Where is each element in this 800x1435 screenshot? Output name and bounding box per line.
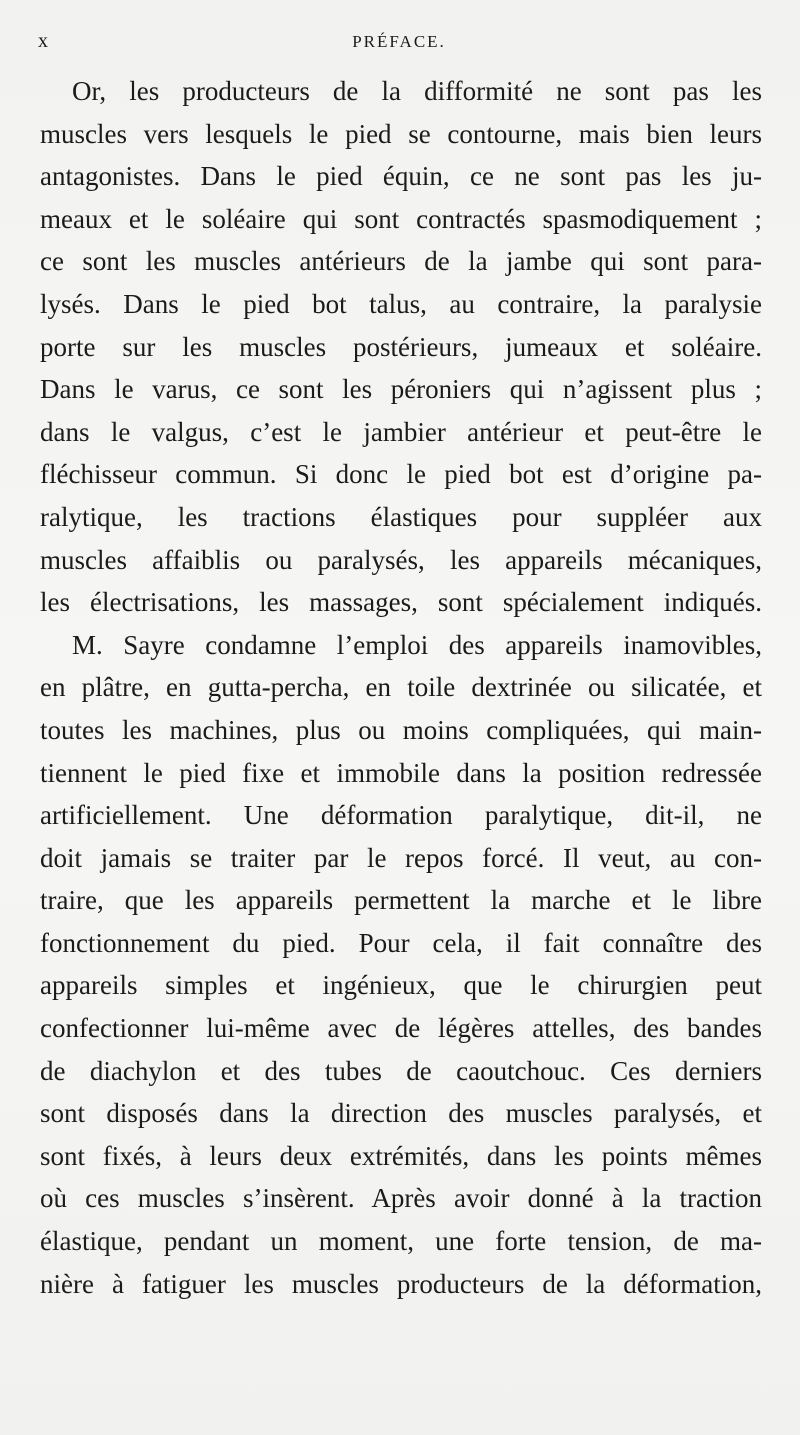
text-line: les électrisations, les massages, sont spécialement indiqués. bbox=[40, 587, 762, 618]
text-line: antagonistes. Dans le pied équin, ce ne sont pas les ju- bbox=[40, 161, 762, 192]
text-line: traire, que les appareils permettent la marche et le libre bbox=[40, 885, 762, 916]
text-line: lysés. Dans le pied bot talus, au contraire, la paralysie bbox=[40, 288, 762, 319]
text-line: en plâtre, en gutta-percha, en toile dextrinée ou silicatée, et bbox=[40, 672, 762, 703]
text-line: doit jamais se traiter par le repos forcé. Il veut, au con- bbox=[40, 842, 762, 873]
text-line: appareils simples et ingénieux, que le chirurgien peut bbox=[40, 970, 762, 1001]
text-line: confectionner lui-même avec de légères attelles, des bandes bbox=[40, 1013, 762, 1044]
text-line: porte sur les muscles postérieurs, jumeaux et soléaire. bbox=[40, 331, 762, 362]
text-line: tiennent le pied fixe et immobile dans la position redressée bbox=[40, 757, 762, 788]
page-number: x bbox=[38, 30, 49, 52]
text-line: de diachylon et des tubes de caoutchouc. Ces derniers bbox=[40, 1055, 762, 1086]
text-line: muscles vers lesquels le pied se contourne, mais bien leurs bbox=[40, 118, 762, 149]
running-title: PRÉFACE. bbox=[352, 32, 446, 51]
text-line: meaux et le soléaire qui sont contractés spasmodiquement ; bbox=[40, 203, 762, 234]
text-line: dans le valgus, c’est le jambier antérieur et peut-être le bbox=[40, 416, 762, 447]
text-line: où ces muscles s’insèrent. Après avoir donné à la traction bbox=[40, 1183, 762, 1214]
text-line: sont fixés, à leurs deux extrémités, dans les points mêmes bbox=[40, 1140, 762, 1171]
body-text bbox=[40, 70, 762, 1305]
text-line: nière à fatiguer les muscles producteurs de la déformation, bbox=[40, 1268, 762, 1299]
text-line: ce sont les muscles antérieurs de la jambe qui sont para- bbox=[40, 246, 762, 277]
text-line: élastique, pendant un moment, une forte tension, de ma- bbox=[40, 1226, 762, 1257]
text-line: fonctionnement du pied. Pour cela, il fait connaître des bbox=[40, 927, 762, 958]
text-line: sont disposés dans la direction des muscles paralysés, et bbox=[40, 1098, 762, 1129]
text-line: Dans le varus, ce sont les péroniers qui n’agissent plus ; bbox=[40, 374, 762, 405]
text-line: artificiellement. Une déformation paralytique, dit-il, ne bbox=[40, 800, 762, 831]
text-line: fléchisseur commun. Si donc le pied bot est d’origine pa- bbox=[40, 459, 762, 490]
text-line: Or, les producteurs de la difformité ne sont pas les bbox=[72, 76, 762, 106]
text-line: muscles affaiblis ou paralysés, les appareils mécaniques, bbox=[40, 544, 762, 575]
text-line: toutes les machines, plus ou moins compliquées, qui main- bbox=[40, 714, 762, 745]
text-line: ralytique, les tractions élastiques pour suppléer aux bbox=[40, 501, 762, 532]
page-header bbox=[38, 30, 760, 60]
text-line: M. Sayre condamne l’emploi des appareils inamovibles, bbox=[72, 629, 762, 660]
